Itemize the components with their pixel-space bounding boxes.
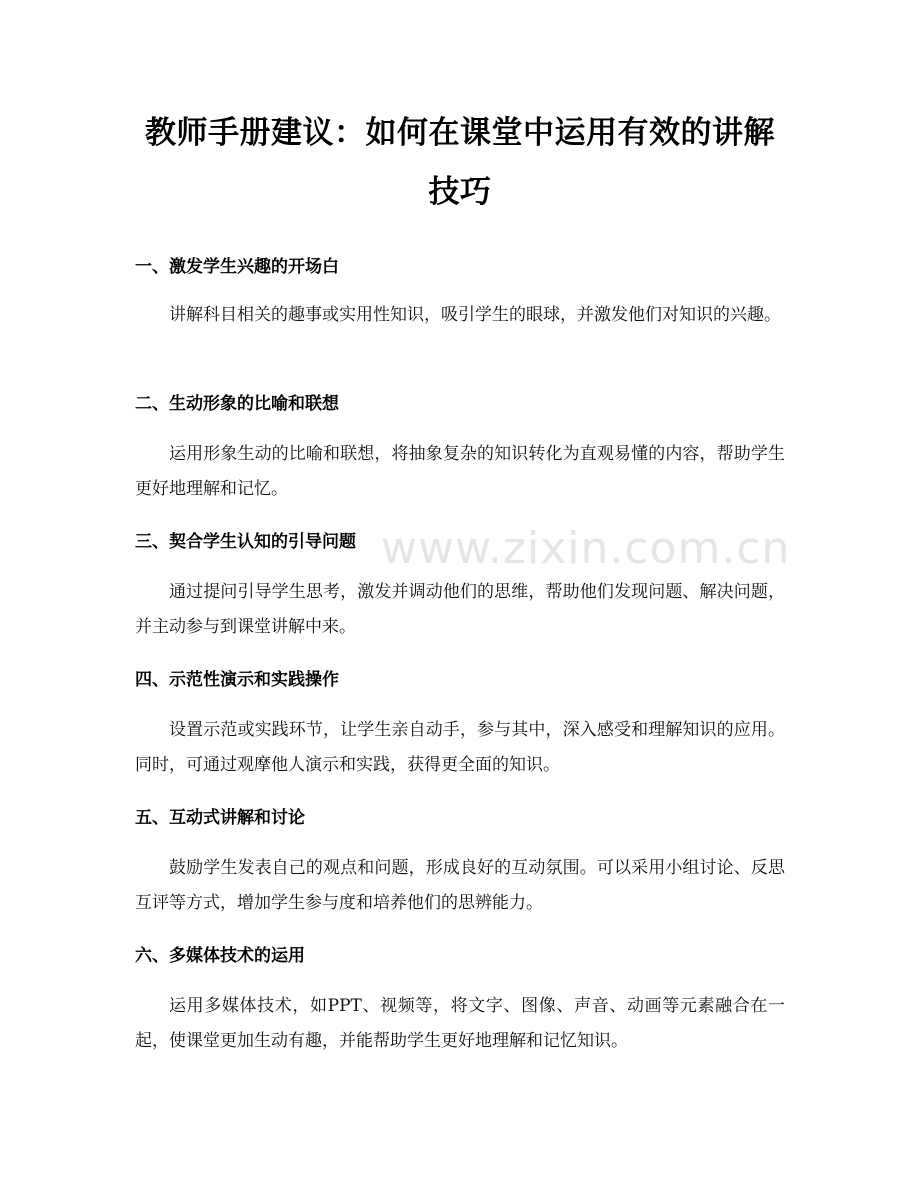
section-heading-1: 一、激发学生兴趣的开场白: [135, 257, 339, 277]
section-heading-2: 二、生动形象的比喻和联想: [135, 394, 339, 414]
section-heading-4: 四、示范性演示和实践操作: [135, 670, 339, 690]
section-body-3: 通过提问引导学生思考，激发并调动他们的思维，帮助他们发现问题、解决问题，并主动参与到课堂讲解中来。: [135, 582, 785, 637]
section-heading-5: 五、互动式讲解和讨论: [135, 808, 305, 828]
watermark: www.zixin.com.cn: [381, 523, 791, 574]
section-body-2: 运用形象生动的比喻和联想，将抽象复杂的知识转化为直观易懂的内容，帮助学生更好地理解和记忆。: [135, 444, 785, 499]
section-body-1: 讲解科目相关的趣事或实用性知识，吸引学生的眼球，并激发他们对知识的兴趣。: [169, 305, 781, 325]
section-heading-3: 三、契合学生认知的引导问题: [135, 532, 356, 552]
document-title: 教师手册建议：如何在课堂中运用有效的讲解技巧: [145, 115, 775, 210]
section-body-4: 设置示范或实践环节，让学生亲自动手，参与其中，深入感受和理解知识的应用。同时，可通过观摩他人演示和实践，获得更全面的知识。: [135, 720, 785, 775]
section-heading-6: 六、多媒体技术的运用: [135, 946, 305, 966]
section-body-5: 鼓励学生发表自己的观点和问题，形成良好的互动氛围。可以采用小组讨论、反思互评等方式，增加学生参与度和培养他们的思辨能力。: [135, 858, 785, 913]
section-body-6: 运用多媒体技术，如PPT、视频等，将文字、图像、声音、动画等元素融合在一起，使课堂更加生动有趣，并能帮助学生更好地理解和记忆知识。: [135, 996, 785, 1051]
